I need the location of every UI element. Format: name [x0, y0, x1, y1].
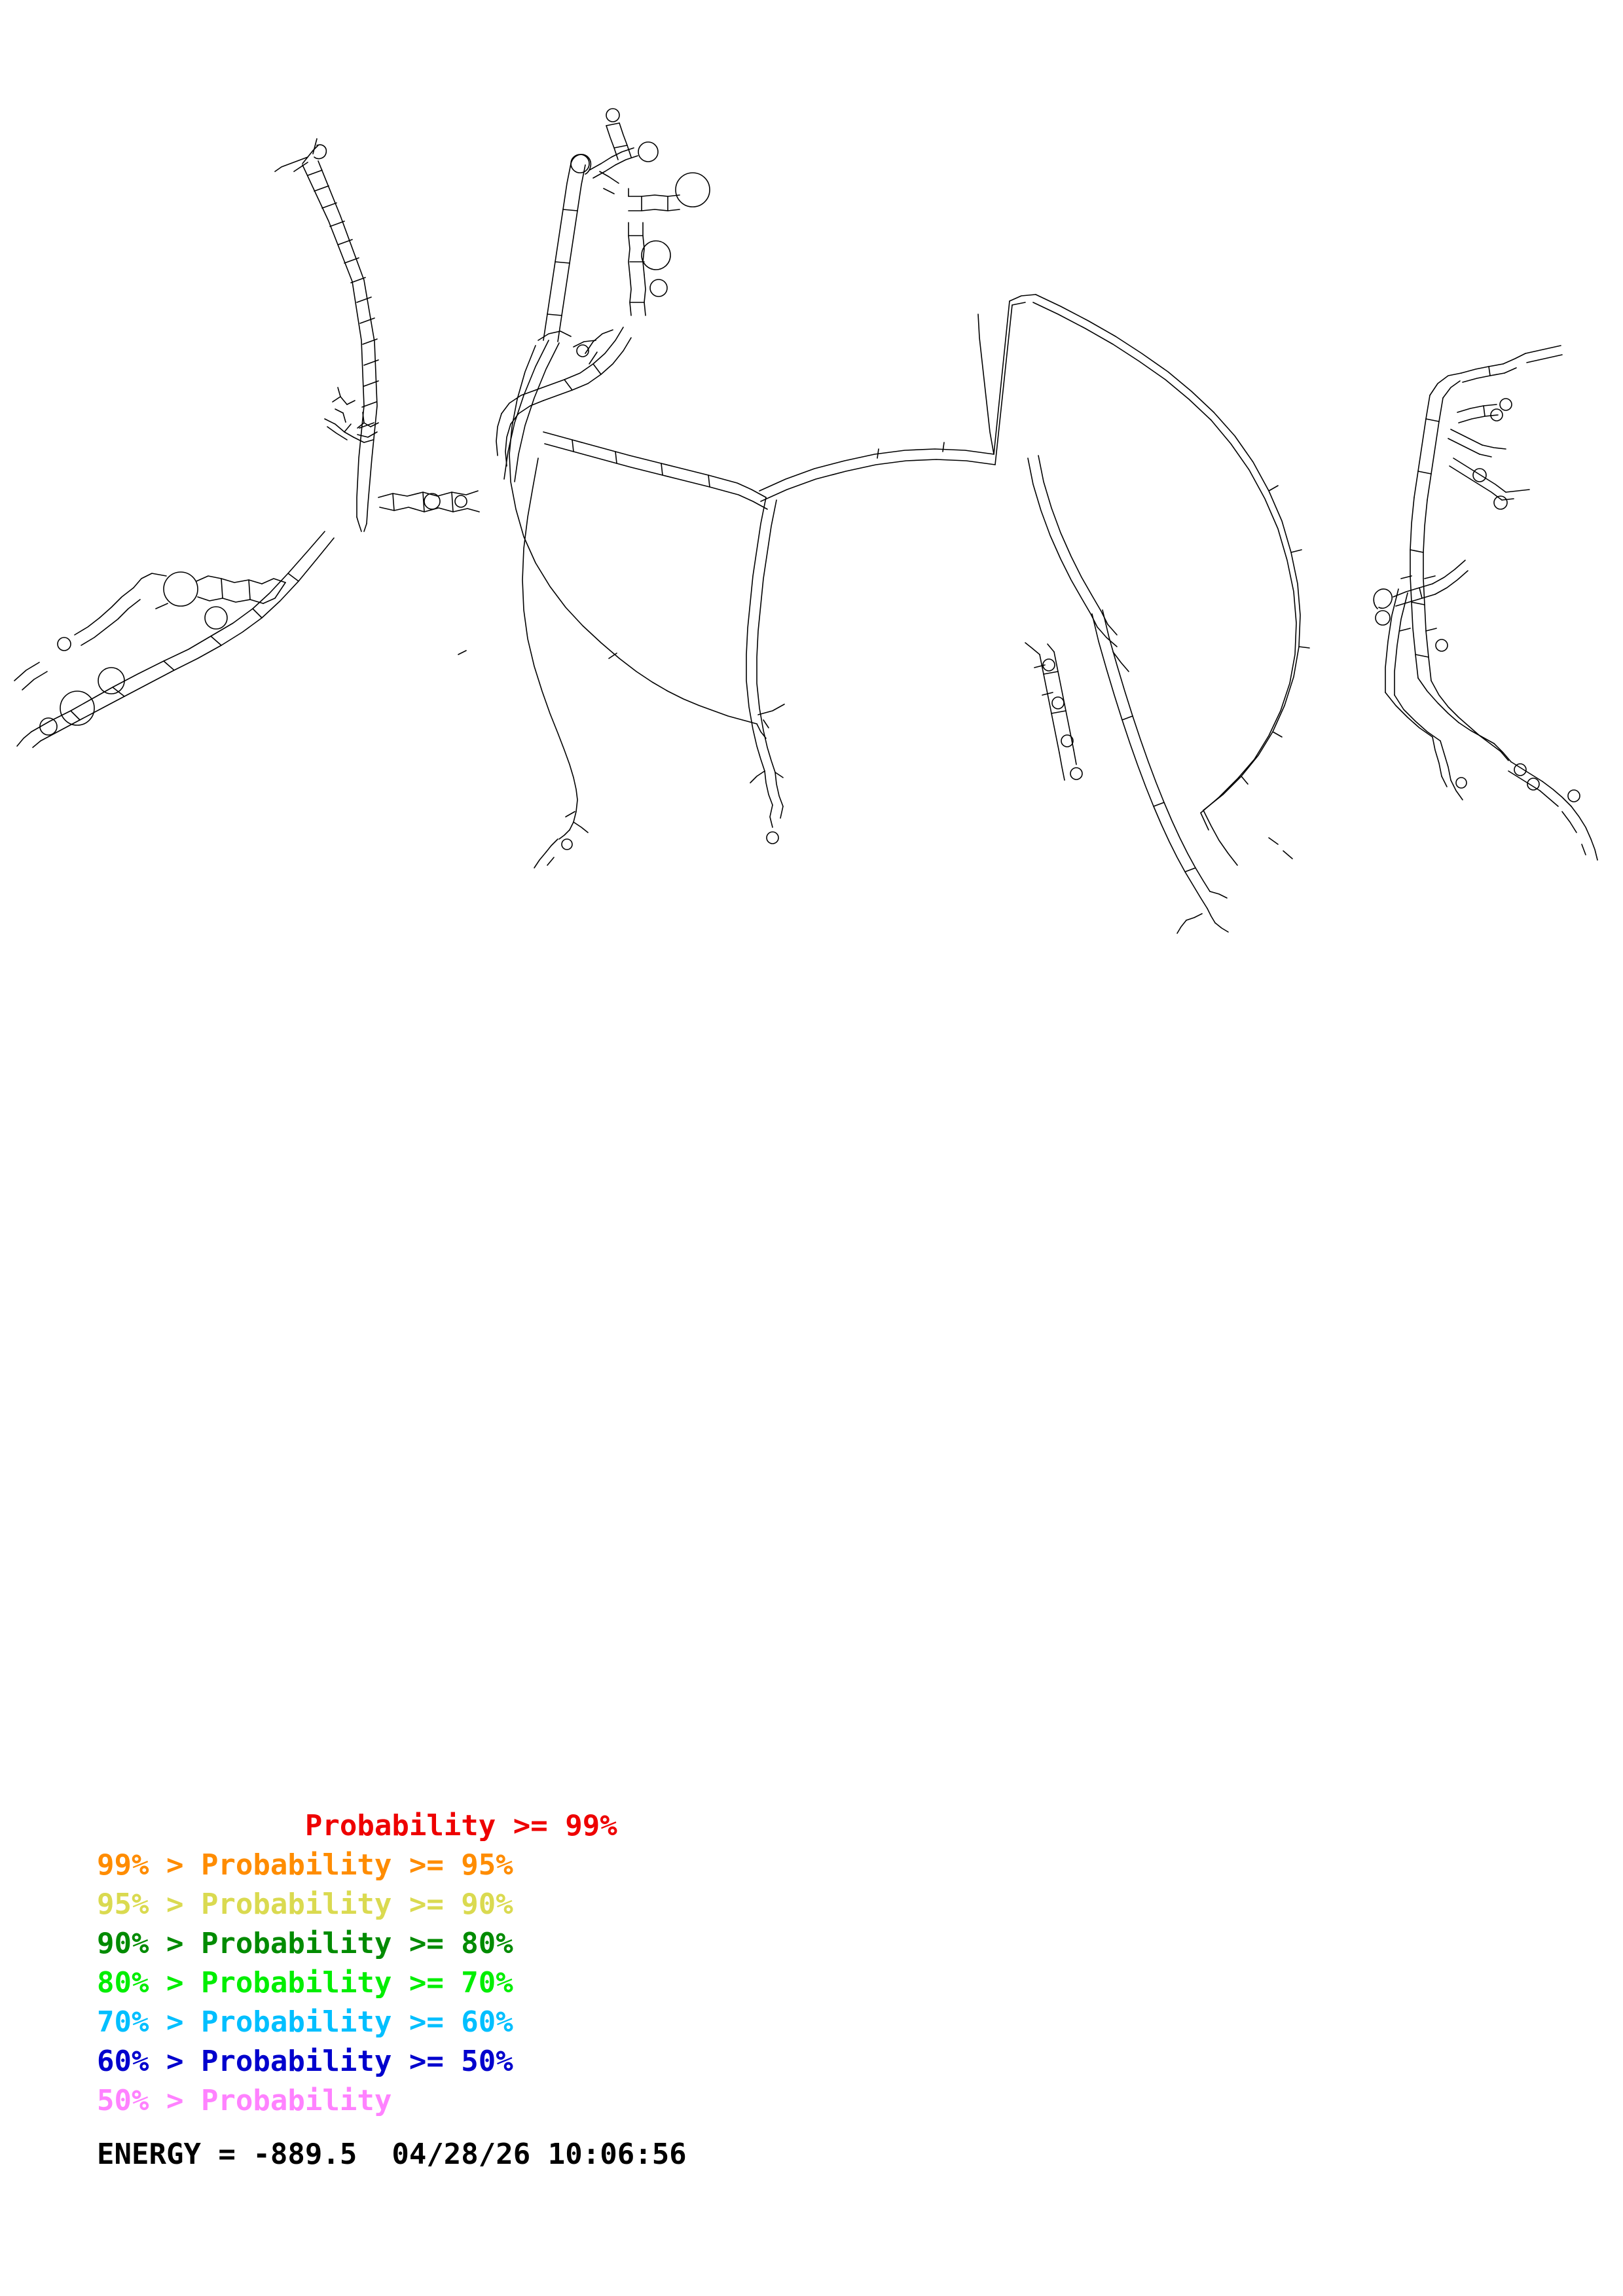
- structure-strands: [14, 109, 1597, 933]
- energy-and-timestamp: ENERGY = -889.5 04/28/26 10:06:56: [97, 2138, 687, 2171]
- legend-row: 70% > Probability >= 60%: [97, 2005, 513, 2039]
- legend-row: 90% > Probability >= 80%: [97, 1927, 513, 1960]
- probability-legend: [0, 1806, 1623, 2174]
- legend-row: 50% > Probability: [97, 2084, 392, 2117]
- legend-row: 60% > Probability >= 50%: [97, 2045, 513, 2078]
- legend-row: 80% > Probability >= 70%: [97, 1966, 513, 2000]
- legend-row: 95% > Probability >= 90%: [97, 1888, 513, 1921]
- legend-row: Probability >= 99%: [97, 1809, 617, 1842]
- legend-row: 99% > Probability >= 95%: [97, 1848, 513, 1882]
